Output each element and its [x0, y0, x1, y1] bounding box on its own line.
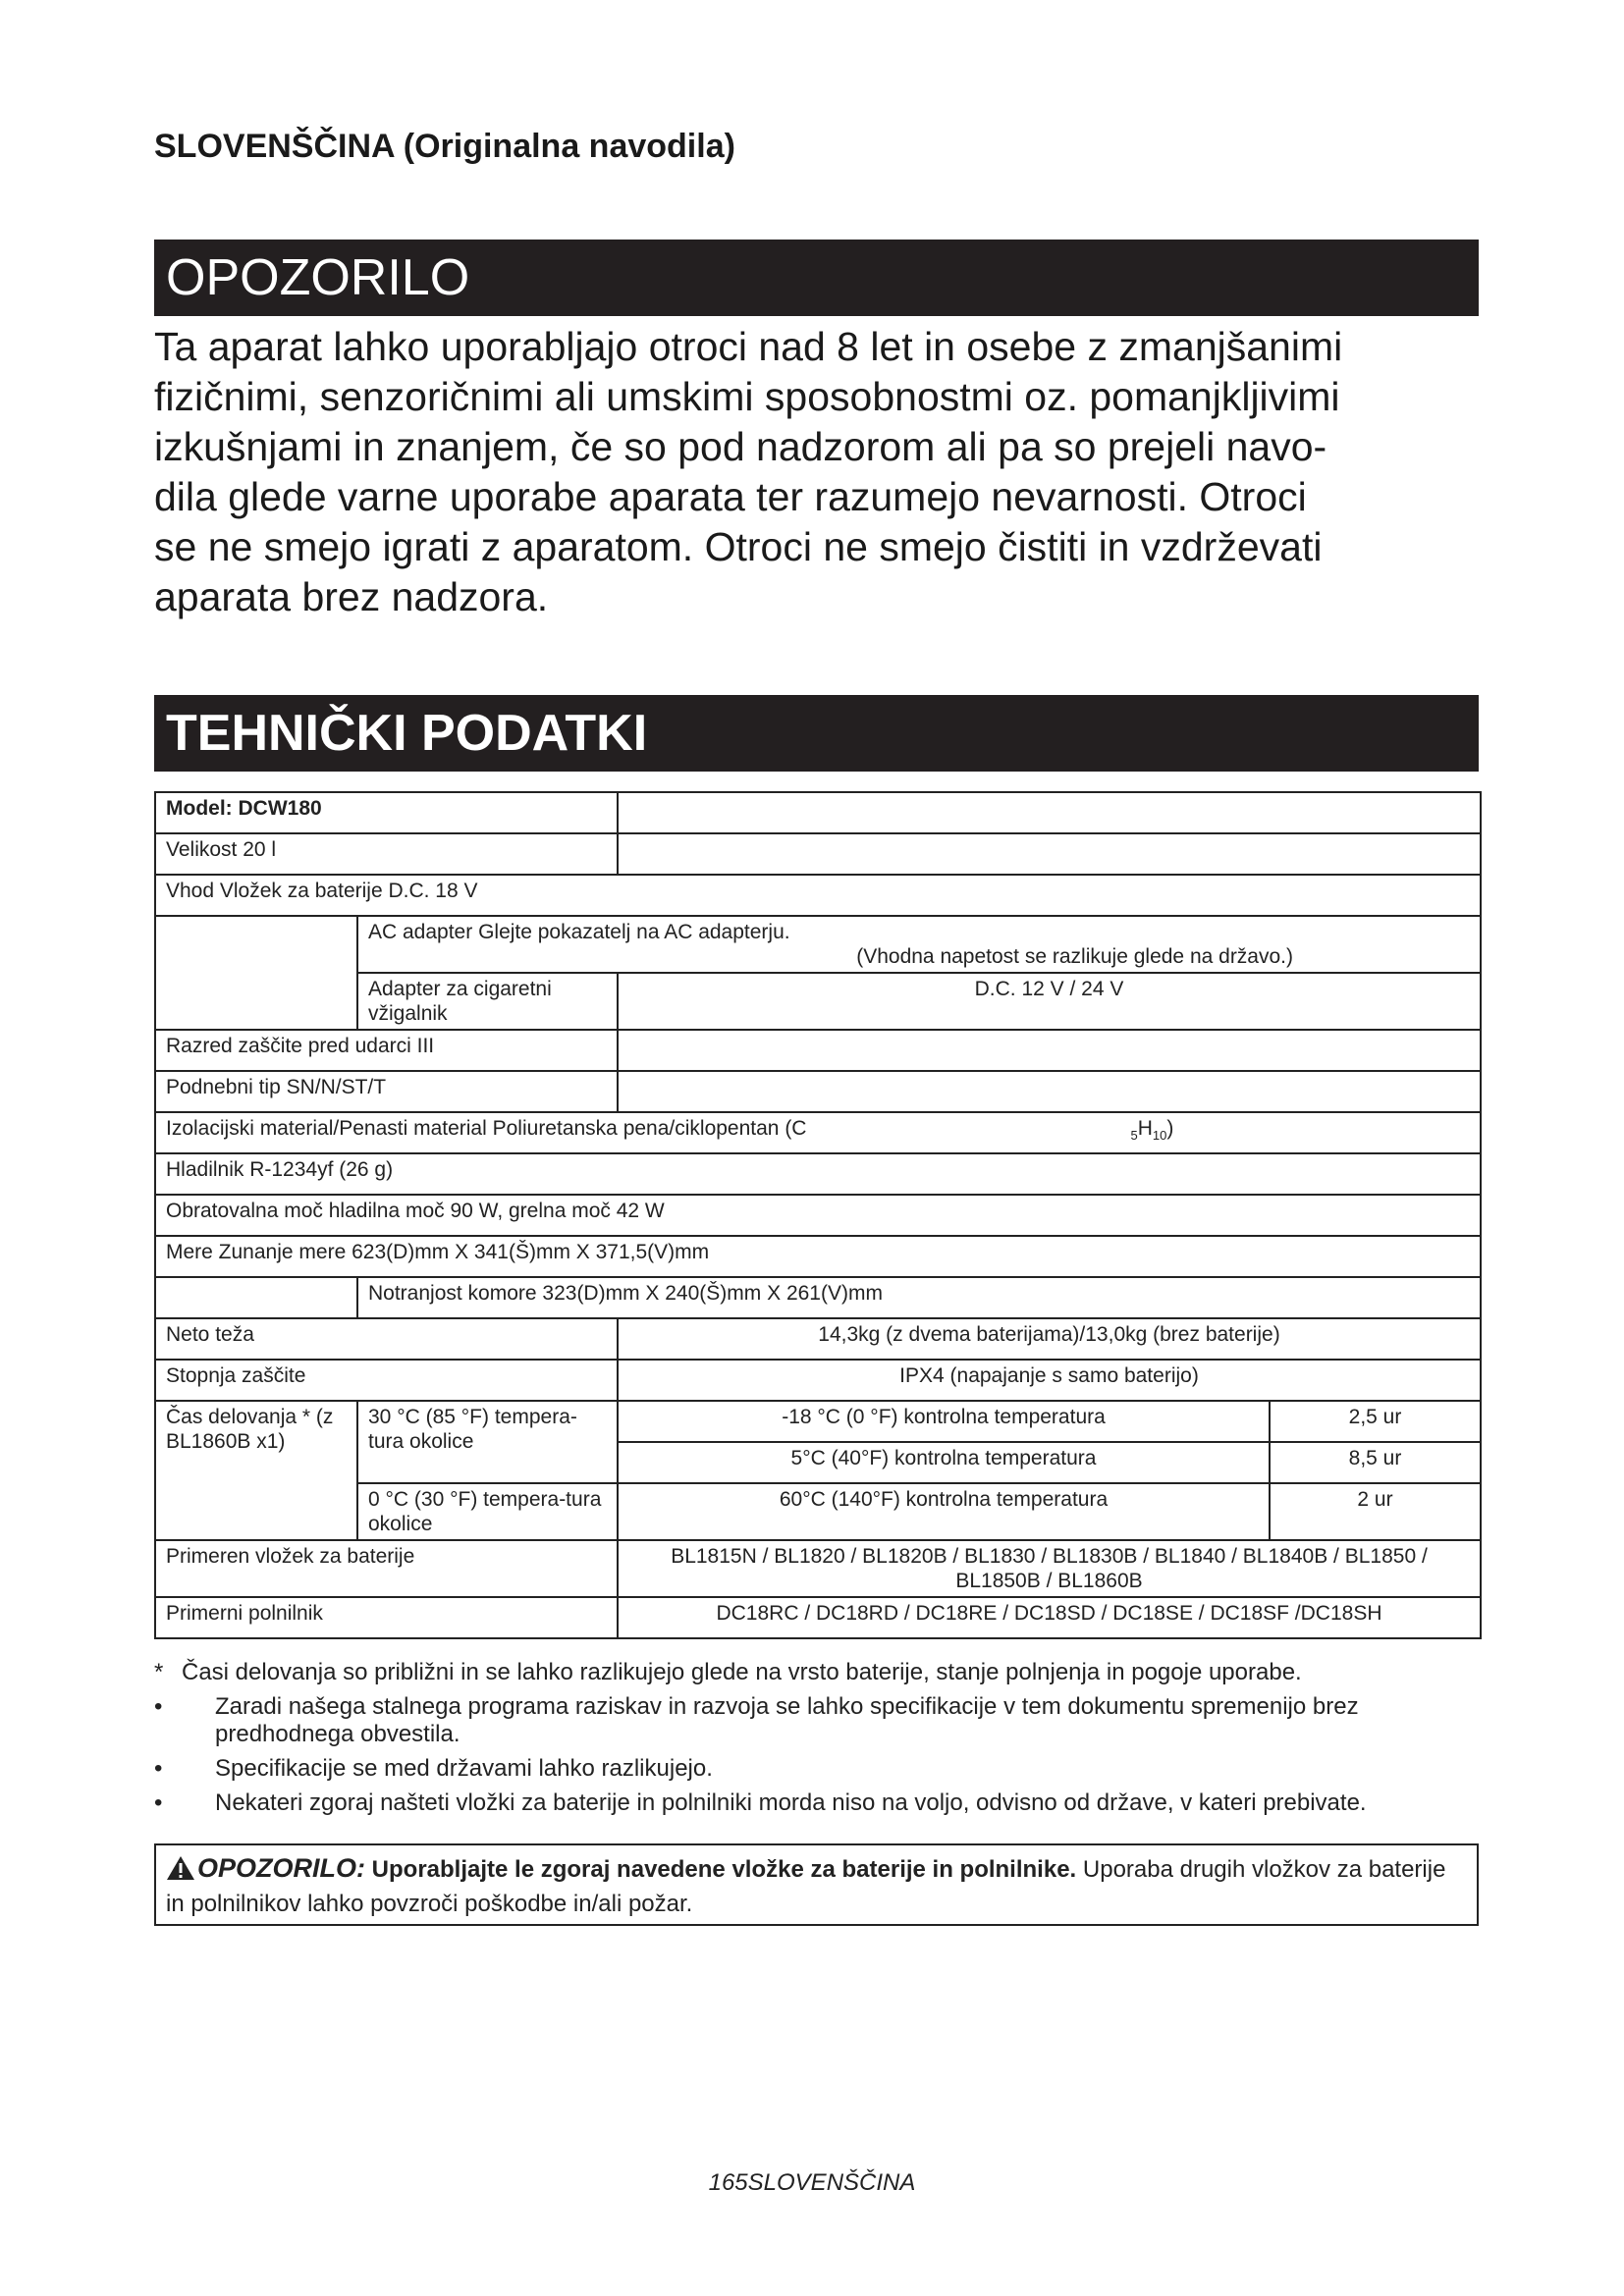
model-cell: Model: DCW180 [155, 792, 618, 833]
table-row [155, 1071, 1481, 1112]
ac-adapter-text: AC adapter Glejte pokazatelj na AC adapterju. [368, 921, 790, 943]
warning-line: se ne smejo igrati z aparatom. Otroci ne smejo čistiti in vzdrževati [154, 524, 1323, 569]
warning-box-bold: Uporabljajte le zgoraj navedene vložke za baterije in polnilnike. [371, 1856, 1077, 1883]
table-row [155, 1153, 1481, 1195]
ip-label: Stopnja zaščite [155, 1360, 618, 1401]
bullet-mark: • [154, 1755, 163, 1782]
size-cell: Velikost 20 l [155, 833, 618, 875]
asterisk-mark: * [154, 1659, 164, 1685]
note-text: Specifikacije se med državami lahko razlikujejo. [215, 1755, 713, 1782]
tech-data-heading-bar: TEHNIČKI PODATKI [154, 695, 1479, 772]
insulation-end: ) [1166, 1117, 1174, 1140]
warning-heading-bar: OPOZORILO [154, 240, 1479, 316]
notes [154, 1659, 1480, 1824]
cigarette-adapter-label: Adapter za cigaretni vžigalnik [357, 973, 618, 1030]
empty-cell [155, 916, 357, 1030]
battery-value: BL1815N / BL1820 / BL1820B / BL1830 / BL1830B / BL1840 / BL1840B / BL1850 / BL1850B / BL1860B [618, 1540, 1481, 1597]
insulation-subscript: 10 [1152, 1128, 1167, 1144]
table-row [155, 1030, 1481, 1071]
note-text: Zaradi našega stalnega programa raziskav in razvoja se lahko specifikacije v tem dokumentu spremenijo brez predhodnega obvestila. [215, 1693, 1359, 1747]
runtime-temp: -18 °C (0 °F) kontrolna temperatura [618, 1401, 1270, 1442]
insulation-subscript: 5 [1130, 1128, 1138, 1144]
page-title: SLOVENŠČINA (Originalna navodila) [154, 128, 735, 165]
insulation-h: H [1137, 1117, 1153, 1140]
warning-line: dila glede varne uporabe aparata ter razumejo nevarnosti. Otroci [154, 474, 1307, 519]
ambient-30-label: 30 °C (85 °F) tempera-tura okolice [357, 1401, 618, 1483]
charger-label: Primerni polnilnik [155, 1597, 618, 1638]
inner-dims-cell: Notranjost komore 323(D)mm X 240(Š)mm X 261(V)mm [357, 1277, 1481, 1318]
table-row [155, 1112, 1481, 1153]
table-row [155, 1236, 1481, 1277]
power-cell: Obratovalna moč hladilna moč 90 W, grelna moč 42 W [155, 1195, 1481, 1236]
insulation-cell [155, 1112, 1481, 1153]
warning-line: Ta aparat lahko uporabljajo otroci nad 8 let in osebe z zmanjšanimi [154, 324, 1343, 369]
protection-class-cell: Razred zaščite pred udarci III [155, 1030, 618, 1071]
spec-table [154, 791, 1482, 1639]
ac-adapter-note: (Vhodna napetost se razlikuje glede na državo.) [856, 945, 1293, 968]
ip-value: IPX4 (napajanje s samo baterijo) [618, 1360, 1481, 1401]
insulation-text: Izolacijski material/Penasti material Poliuretanska pena/ciklopentan (C [166, 1117, 807, 1140]
empty-cell [618, 1030, 1481, 1071]
runtime-hours: 2 ur [1270, 1483, 1481, 1540]
table-row [155, 1360, 1481, 1401]
warning-box-title: OPOZORILO: [197, 1853, 365, 1883]
runtime-temp: 5°C (40°F) kontrolna temperatura [618, 1442, 1270, 1483]
page-footer: 165SLOVENŠČINA [708, 2169, 916, 2196]
runtime-hours: 2,5 ur [1270, 1401, 1481, 1442]
note-item [154, 1659, 1480, 1686]
note-item [154, 1789, 1480, 1817]
table-row [155, 1318, 1481, 1360]
note-item [154, 1755, 1480, 1783]
bullet-mark: • [154, 1789, 163, 1816]
ambient-0-label: 0 °C (30 °F) tempera-tura okolice [357, 1483, 618, 1540]
warning-text [154, 322, 1470, 622]
bullet-mark: • [154, 1693, 163, 1720]
table-row [155, 1277, 1481, 1318]
battery-label: Primeren vložek za baterije [155, 1540, 618, 1597]
table-row [155, 1540, 1481, 1597]
charger-value: DC18RC / DC18RD / DC18RE / DC18SD / DC18SE / DC18SF /DC18SH [618, 1597, 1481, 1638]
outer-dims-cell: Mere Zunanje mere 623(D)mm X 341(Š)mm X 371,5(V)mm [155, 1236, 1481, 1277]
table-row [155, 1597, 1481, 1638]
empty-cell [618, 833, 1481, 875]
empty-cell [618, 1071, 1481, 1112]
weight-value: 14,3kg (z dvema baterijama)/13,0kg (brez baterije) [618, 1318, 1481, 1360]
warning-box [154, 1843, 1479, 1926]
runtime-label: Čas delovanja * (z BL1860B x1) [155, 1401, 357, 1540]
climate-class-cell: Podnebni tip SN/N/ST/T [155, 1071, 618, 1112]
note-text: Nekateri zgoraj našteti vložki za baterije in polnilniki morda niso na voljo, odvisno od države, v kateri prebivate. [215, 1789, 1367, 1816]
table-row [155, 1401, 1481, 1442]
empty-cell [618, 792, 1481, 833]
note-item [154, 1693, 1480, 1748]
input-cell: Vhod Vložek za baterije D.C. 18 V [155, 875, 1481, 916]
table-row [155, 916, 1481, 973]
ac-adapter-cell [357, 916, 1481, 973]
empty-cell [155, 1277, 357, 1318]
refrigerant-cell: Hladilnik R-1234yf (26 g) [155, 1153, 1481, 1195]
table-row [155, 792, 1481, 833]
warning-triangle-icon [166, 1855, 195, 1889]
warning-line: aparata brez nadzora. [154, 574, 549, 619]
table-row [155, 875, 1481, 916]
runtime-hours: 8,5 ur [1270, 1442, 1481, 1483]
table-row [155, 833, 1481, 875]
runtime-temp: 60°C (140°F) kontrolna temperatura [618, 1483, 1270, 1540]
note-text: Časi delovanja so približni in se lahko razlikujejo glede na vrsto baterije, stanje polnjenja in pogoje uporabe. [182, 1659, 1302, 1685]
warning-line: izkušnjami in znanjem, če so pod nadzorom ali pa so prejeli navo- [154, 424, 1327, 469]
warning-line: fizičnimi, senzoričnimi ali umskimi sposobnostmi oz. pomanjkljivimi [154, 374, 1340, 419]
warning-box-text: Uporaba drugih vložkov za baterije in polnilnikov lahko povzroči poškodbe in/ali požar. [166, 1856, 1446, 1917]
weight-label: Neto teža [155, 1318, 618, 1360]
table-row [155, 1195, 1481, 1236]
cigarette-adapter-value: D.C. 12 V / 24 V [618, 973, 1481, 1030]
